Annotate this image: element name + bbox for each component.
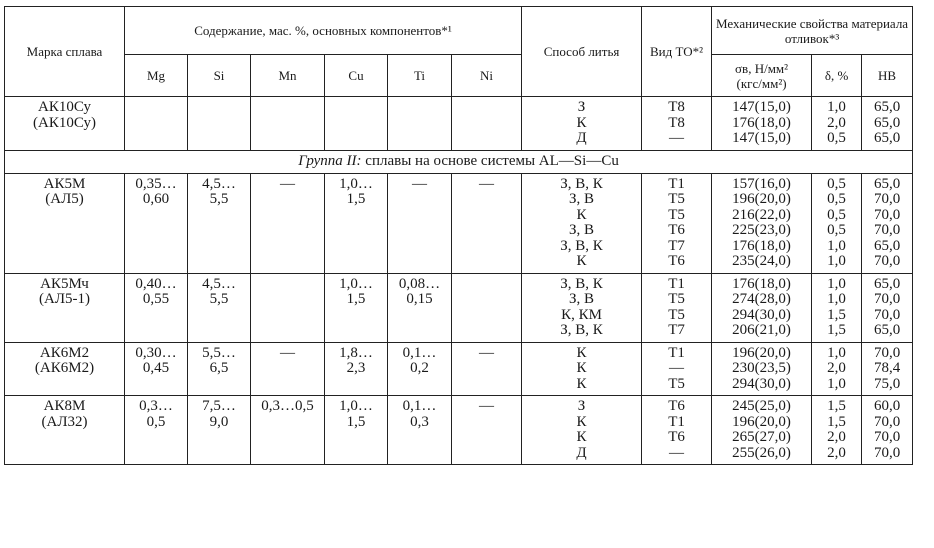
cell-hb: 65,0 65,0 65,0	[862, 97, 913, 151]
cell-mg: 0,35… 0,60	[125, 173, 188, 273]
cell-casting: З, В, К З, В К, КМ З, В, К	[522, 273, 642, 342]
cell-grade: АК5М (АЛ5)	[5, 173, 125, 273]
cell-sigma: 147(15,0) 176(18,0) 147(15,0)	[712, 97, 812, 151]
alloy-properties-table	[4, 6, 913, 465]
group-row	[5, 150, 913, 173]
cell-ti: —	[388, 173, 452, 273]
cell-mg: 0,30… 0,45	[125, 342, 188, 396]
header-composition: Содержание, мас. %, основных компонентов*¹	[125, 7, 522, 55]
cell-cu: 1,0… 1,5	[325, 173, 388, 273]
cell-heat-treatment: Т1 Т5 Т5 Т7	[642, 273, 712, 342]
cell-ti: 0,1… 0,2	[388, 342, 452, 396]
header-ni: Ni	[452, 55, 522, 97]
cell-hb: 60,0 70,0 70,0 70,0	[862, 396, 913, 465]
cell-casting: З К Д	[522, 97, 642, 151]
cell-si: 7,5… 9,0	[188, 396, 251, 465]
cell-casting: К К К	[522, 342, 642, 396]
cell-mn: —	[251, 173, 325, 273]
cell-hb: 65,0 70,0 70,0 65,0	[862, 273, 913, 342]
cell-sigma: 245(25,0) 196(20,0) 265(27,0) 255(26,0)	[712, 396, 812, 465]
cell-mn: 0,3…0,5	[251, 396, 325, 465]
cell-hb: 70,0 78,4 75,0	[862, 342, 913, 396]
cell-heat-treatment: Т6 Т1 Т6 —	[642, 396, 712, 465]
header-grade: Марка сплава	[5, 7, 125, 97]
header-row-1	[5, 7, 913, 55]
group-text: сплавы на основе системы AL—Si—Cu	[361, 152, 619, 169]
cell-mn	[251, 97, 325, 151]
cell-cu: 1,0… 1,5	[325, 273, 388, 342]
cell-delta: 1,5 1,5 2,0 2,0	[812, 396, 862, 465]
cell-sigma: 196(20,0) 230(23,5) 294(30,0)	[712, 342, 812, 396]
cell-mg: 0,3… 0,5	[125, 396, 188, 465]
cell-grade: АК8М (АЛ32)	[5, 396, 125, 465]
cell-si: 5,5… 6,5	[188, 342, 251, 396]
cell-delta: 0,5 0,5 0,5 0,5 1,0 1,0	[812, 173, 862, 273]
group-label: Группа II:	[298, 152, 362, 169]
cell-mg	[125, 97, 188, 151]
cell-ni	[452, 97, 522, 151]
cell-cu: 1,0… 1,5	[325, 396, 388, 465]
header-sigma-label: σв, Н/мм²	[735, 60, 789, 76]
header-sigma	[712, 55, 812, 97]
table-row-ak10su	[5, 97, 913, 151]
cell-heat-treatment: Т1 — Т5	[642, 342, 712, 396]
cell-grade: АК5Мч (АЛ5-1)	[5, 273, 125, 342]
header-row-2	[5, 55, 913, 97]
header-sigma-unit: (кгс/мм²)	[736, 75, 787, 91]
cell-grade: АК10Су (АК10Су)	[5, 97, 125, 151]
header-heat-treatment: Вид ТО*²	[642, 7, 712, 97]
cell-mn: —	[251, 342, 325, 396]
cell-hb: 65,0 70,0 70,0 70,0 65,0 70,0	[862, 173, 913, 273]
cell-ni: —	[452, 173, 522, 273]
header-delta: δ, %	[812, 55, 862, 97]
cell-ni: —	[452, 396, 522, 465]
header-casting: Способ литья	[522, 7, 642, 97]
cell-ti	[388, 97, 452, 151]
cell-ni: —	[452, 342, 522, 396]
cell-casting: З К К Д	[522, 396, 642, 465]
table-row-ak8m	[5, 396, 913, 465]
header-ti: Ti	[388, 55, 452, 97]
header-mechanical: Механические свойства материала отливок*³	[712, 7, 913, 55]
group-heading	[5, 150, 913, 173]
cell-si: 4,5… 5,5	[188, 273, 251, 342]
cell-si: 4,5… 5,5	[188, 173, 251, 273]
cell-cu	[325, 97, 388, 151]
cell-heat-treatment: Т1 Т5 Т5 Т6 Т7 Т6	[642, 173, 712, 273]
header-cu: Cu	[325, 55, 388, 97]
header-si: Si	[188, 55, 251, 97]
cell-delta: 1,0 2,0 1,0	[812, 342, 862, 396]
cell-sigma: 176(18,0) 274(28,0) 294(30,0) 206(21,0)	[712, 273, 812, 342]
cell-grade: АК6М2 (АК6М2)	[5, 342, 125, 396]
cell-ti: 0,1… 0,3	[388, 396, 452, 465]
header-hb: HB	[862, 55, 913, 97]
header-mn: Mn	[251, 55, 325, 97]
alloy-properties-table-page	[4, 6, 912, 465]
cell-mn	[251, 273, 325, 342]
cell-delta: 1,0 2,0 0,5	[812, 97, 862, 151]
cell-sigma: 157(16,0) 196(20,0) 216(22,0) 225(23,0) 176(18,0) 235(24,0)	[712, 173, 812, 273]
table-row-ak5mch	[5, 273, 913, 342]
cell-heat-treatment: Т8 Т8 —	[642, 97, 712, 151]
cell-cu: 1,8… 2,3	[325, 342, 388, 396]
cell-si	[188, 97, 251, 151]
cell-casting: З, В, К З, В К З, В З, В, К К	[522, 173, 642, 273]
table-row-ak6m2	[5, 342, 913, 396]
header-mg: Mg	[125, 55, 188, 97]
cell-ti: 0,08… 0,15	[388, 273, 452, 342]
cell-delta: 1,0 1,0 1,5 1,5	[812, 273, 862, 342]
cell-mg: 0,40… 0,55	[125, 273, 188, 342]
cell-ni	[452, 273, 522, 342]
table-row-ak5m	[5, 173, 913, 273]
